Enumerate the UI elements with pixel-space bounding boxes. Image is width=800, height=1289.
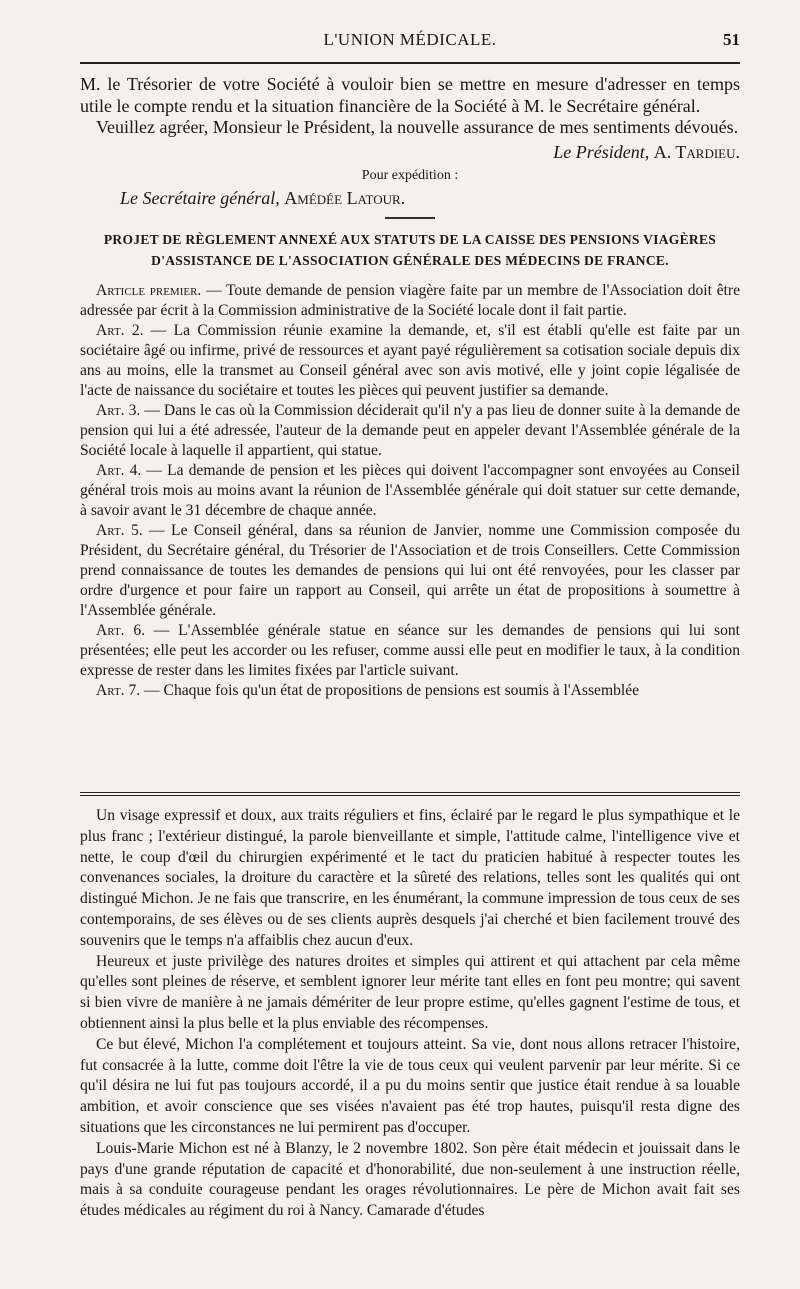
section-title-line: PROJET DE RÈGLEMENT ANNEXÉ AUX STATUTS DE LA CAISSE DES PENSIONS VIAGÈRES <box>103 231 717 247</box>
feuilleton-paragraph: Heureux et juste privilège des natures droites et simples qui attirent et qui attachent par cela même qu'elles sont pleines de réserve, et semblent ignorer leur mérite tant elles en font peu montre; qui savent si bien vivre de manière à ne jamais démériter de leur propre estime, qu'elles gagnent l'estime de tous, et obtiennent ainsi la plus belle et la plus enviable des récompenses. <box>80 952 740 1032</box>
article-text: — Le Conseil général, dans sa réunion de Janvier, nomme une Commission composée du Président, du Secrétaire général, du Trésorier de l'Association et de trois Conseillers. Cette Commission prend connaissance de toutes les demandes de pensions qui lui ont été renvoyées, pour les classer par ordre d'urgence et pour faire un rapport au Conseil, qui arrête un état de propositions à soumettre à l'Assemblée générale. <box>80 521 740 619</box>
letter-paragraph: M. le Trésorier de votre Société à vouloir bien se mettre en mesure d'adresser en temps utile le compte rendu et la situation financière de la Société à M. le Secrétaire général. <box>80 74 740 116</box>
page-number: 51 <box>723 30 740 49</box>
article-text: — L'Assemblée générale statue en séance sur les demandes de pensions qui lui sont présentées; elle peut les accorder ou les refuser, comme aussi elle peut en modifier le taux, à la condition expresse de rester dans les limites fixées par l'article suivant. <box>80 621 740 679</box>
article-text: — La Commission réunie examine la demande, et, s'il est établi qu'elle est faite par un sociétaire âgé ou infirme, privé de ressources et ayant payé régulièrement sa cotisation sociale depuis dix ans au moins, elle la transmet au Conseil général avec son avis motivé, elle y joint copie légalisée de l'acte de naissance du sociétaire et toutes les pièces qui peuvent justifier sa demande. <box>80 321 741 399</box>
article-label: Article premier. <box>96 281 202 299</box>
main-text <box>80 74 740 701</box>
running-header <box>80 30 740 58</box>
article <box>80 281 740 321</box>
article <box>80 321 740 401</box>
article-label: Art. 5. <box>96 521 143 539</box>
secretary-name: Amédée Latour. <box>284 187 406 208</box>
signature <box>80 141 740 163</box>
article-label: Art. 7. <box>96 681 141 699</box>
running-title: L'UNION MÉDICALE. <box>323 30 497 49</box>
section-title <box>80 229 740 271</box>
signature-name: A. Tardieu. <box>653 141 740 162</box>
article <box>80 461 740 521</box>
article <box>80 401 740 461</box>
feuilleton-paragraph: Ce but élevé, Michon l'a complétement et toujours atteint. Sa vie, dont nous allons retracer l'histoire, fut consacrée à la lutte, comme doit l'être la vie de tous ceux qui veulent parvenir par leur mérite. Si ce qu'il désira ne lui fut pas toujours accordé, il a pu du moins sentir que justice était rendue à sa louable ambition, et avoir conscience que ses visées n'avaient pas été trop hautes, puisqu'il resta digne des situations que les circonstances ne lui permirent pas d'occuper. <box>80 1035 740 1136</box>
article <box>80 521 740 621</box>
feuilleton-paragraph: Un visage expressif et doux, aux traits réguliers et fins, éclairé par le regard le plus sympathique et le plus franc ; l'extérieur distingué, la parole bienveillante et simple, l'attitude calme, l'intelligence vive et nette, le coup d'œil du chirurgien expérimenté et le tact du praticien habitué à respecter toutes les convenances sociales, la droiture du caractère et la sûreté des relations, telles sont les qualités qui ont distingué Michon. Je ne fais que transcrire, en les énumérant, la commune impression de tous ceux de ses contemporains, de ses élèves ou de ses clients auprès desquels j'ai cherché et bien facilement trouvé des souvenirs que le temps n'a affaiblis chez aucun d'eux. <box>80 807 740 949</box>
section-title-line: D'ASSISTANCE DE L'ASSOCIATION GÉNÉRALE DES MÉDECINS DE FRANCE. <box>151 252 669 268</box>
articles <box>80 281 740 701</box>
signature-role: Le Président, <box>553 141 650 162</box>
section-divider <box>385 217 435 219</box>
letter <box>80 74 740 209</box>
article-text: — Dans le cas où la Commission déciderait qu'il n'y a pas lieu de donner suite à la demande de pension qui lui a été adressée, l'auteur de la demande peut en appeler devant l'Assemblée générale de la Société locale à laquelle il appartient, qui statue. <box>80 401 740 459</box>
feuilleton-paragraph: Louis-Marie Michon est né à Blanzy, le 2 novembre 1802. Son père était médecin et jouissait dans le pays d'une grande réputation de capacité et d'honorabilité, due non-seulement à une instruction réelle, mais à sa conduite courageuse pendant les orages révolutionnaires. Le père de Michon avait fait ses études médicales au régiment du roi à Nancy. Camarade d'études <box>80 1139 740 1220</box>
article-text: — Toute demande de pension viagère faite par un membre de l'Association doit être adressée par écrit à la Commission administrative de la Société locale dont il fait partie. <box>80 281 740 319</box>
feuilleton-divider <box>80 792 740 798</box>
article-label: Art. 6. <box>96 621 146 639</box>
secretary-signature <box>120 187 740 209</box>
article-text: — Chaque fois qu'un état de propositions de pensions est soumis à l'Assemblée <box>140 681 640 699</box>
article-label: Art. 2. <box>96 321 144 339</box>
article-label: Art. 4. <box>96 461 142 479</box>
article-text: — La demande de pension et les pièces qui doivent l'accompagner sont envoyées au Conseil général trois mois au moins avant la réunion de l'Assemblée générale qui doit statuer sur cette demande, à savoir avant le 31 décembre de chaque année. <box>80 461 741 519</box>
letter-paragraph: Veuillez agréer, Monsieur le Président, la nouvelle assurance de mes sentiments dévoués. <box>96 117 739 137</box>
secretary-role: Le Secrétaire général, <box>120 187 280 208</box>
article-label: Art. 3. <box>96 401 141 419</box>
article <box>80 621 740 681</box>
feuilleton <box>80 806 740 1222</box>
article <box>80 681 740 701</box>
header-rule <box>80 62 740 64</box>
expedition-note: Pour expédition : <box>361 167 459 183</box>
